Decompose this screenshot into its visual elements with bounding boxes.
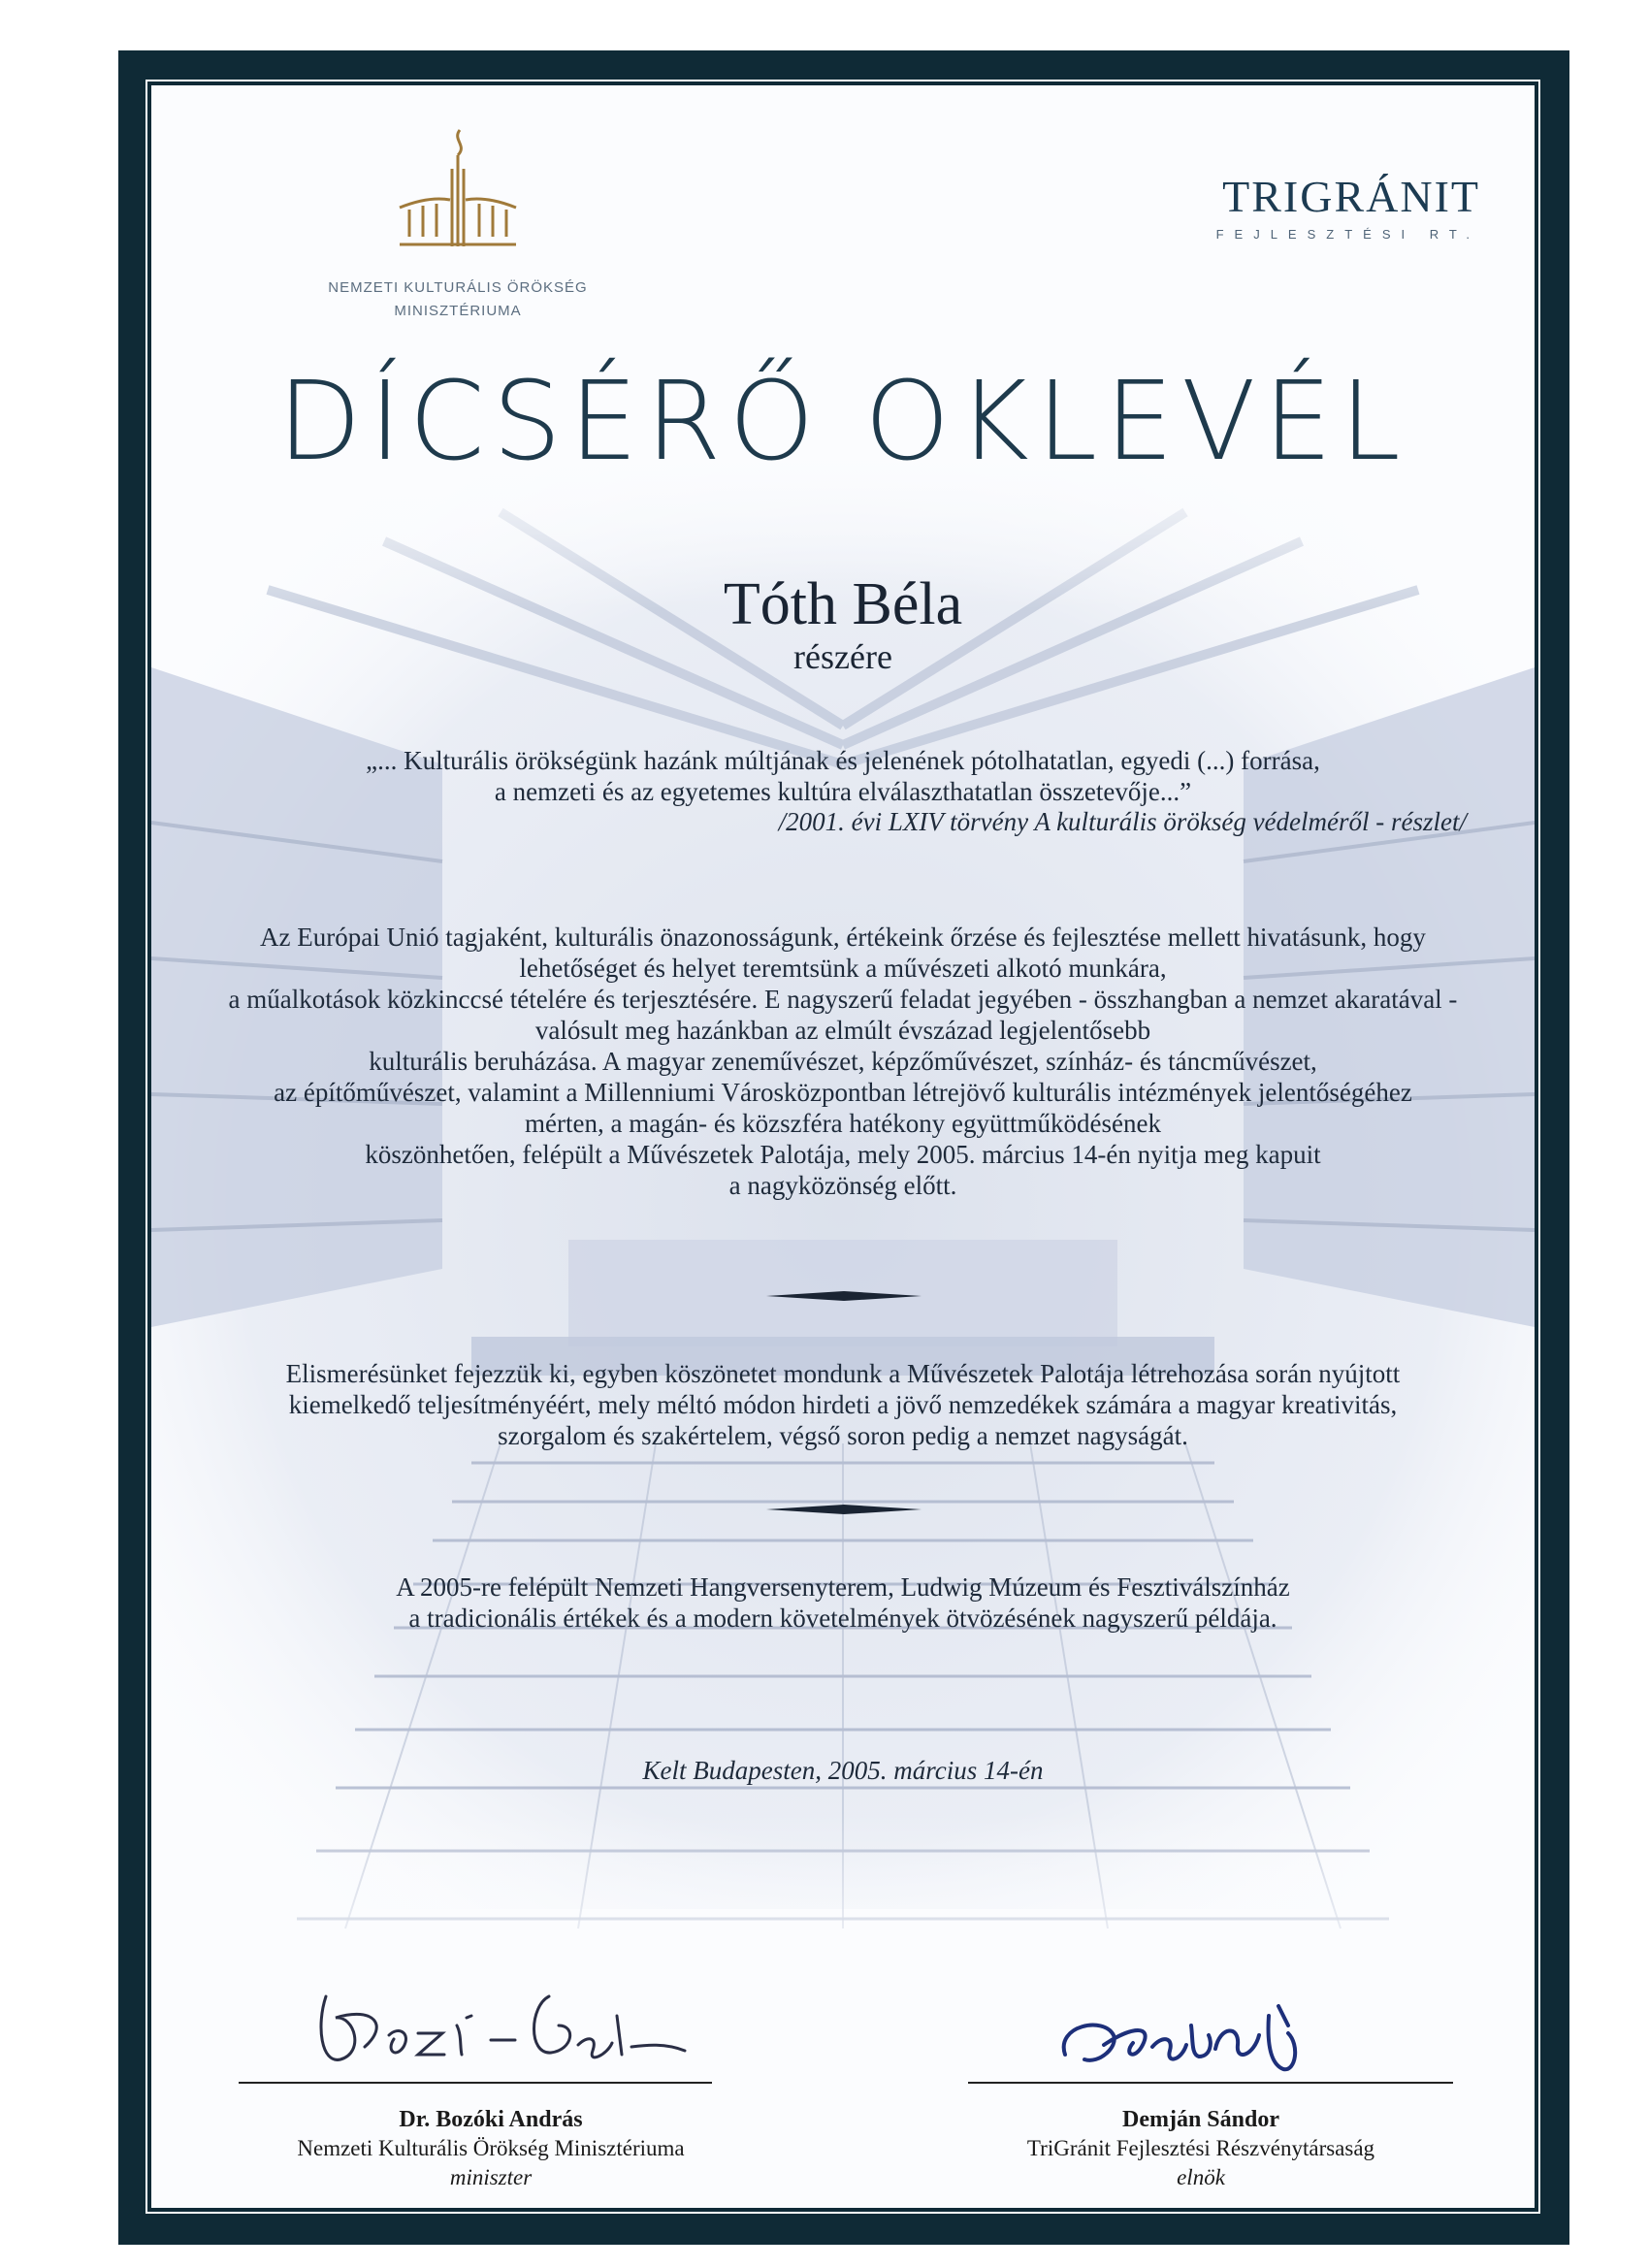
handwritten-signature-right — [1046, 1987, 1356, 2093]
signatory-organization: TriGránit Fejlesztési Részvénytársaság — [1026, 2136, 1375, 2160]
signature-line — [239, 2082, 712, 2084]
ministry-name-line-2: MINISZTÉRIUMA — [394, 303, 522, 319]
ministry-name-line-1: NEMZETI KULTURÁLIS ÖRÖKSÉG — [328, 279, 588, 296]
paragraph-line: a nagyközönség előtt. — [728, 1171, 957, 1200]
paragraph-line: A 2005-re felépült Nemzeti Hangversenyterem, Ludwig Múzeum és Fesztiválszínház — [396, 1572, 1290, 1602]
paragraph-line: lehetőséget és helyet teremtsünk a művészeti alkotó munkára, — [519, 954, 1167, 983]
certificate-paper — [151, 85, 1535, 2208]
law-quote — [151, 745, 1535, 807]
signatory-organization: Nemzeti Kulturális Örökség Minisztériuma — [297, 2136, 685, 2160]
paragraph-line: kulturális beruházása. A magyar zeneművészet, képzőművészet, színház- és táncművészet, — [369, 1047, 1317, 1076]
paragraph-line: szorgalom és szakértelem, végső soron pedig a nemzet nagyságát. — [498, 1421, 1188, 1450]
paragraph-line: a műalkotások közkinccsé tételére és terjesztésére. E nagyszerű feladat jegyében - összhangban a nemzet akaratával - — [228, 985, 1458, 1014]
body-paragraph-3 — [151, 1571, 1535, 1634]
trigranit-logo — [1215, 171, 1480, 248]
signatory-name: Demján Sándor — [1121, 2107, 1279, 2132]
paragraph-line: kiemelkedő teljesítményéért, mely méltó módon hirdeti a jövő nemzedékek számára a magyar kreativitás, — [288, 1390, 1398, 1419]
quote-line: „... Kulturális örökségünk hazánk múltjának és jelenének pótolhatatlan, egyedi (...) forrása, — [366, 746, 1320, 775]
date-line: Kelt Budapesten, 2005. március 14-én — [642, 1756, 1044, 1785]
paragraph-line: valósult meg hazánkban az elmúlt évszázad legjelentősebb — [534, 1016, 1151, 1045]
ornamental-divider — [766, 1288, 922, 1304]
paragraph-line: Elismerésünket fejezzük ki, egyben köszönetet mondunk a Művészetek Palotája létrehozása során nyújtott — [285, 1359, 1401, 1388]
ministry-logo — [274, 120, 642, 343]
trigranit-name: TRIGRÁNIT — [1222, 172, 1480, 221]
signatory-role: elnök — [1177, 2165, 1225, 2189]
signatory-name: Dr. Bozóki András — [399, 2107, 583, 2132]
recipient-suffix: részére — [793, 637, 892, 676]
body-paragraph-1 — [151, 922, 1535, 1201]
paragraph-line: az építőművészet, valamint a Millenniumi Városközpontban létrejövő kulturális intézmények jelentőségéhez — [274, 1078, 1412, 1107]
body-paragraph-2 — [151, 1358, 1535, 1451]
paragraph-line: mérten, a magán- és közszféra hatékony együttműködésének — [525, 1109, 1161, 1138]
certificate-title: DÍCSÉRŐ OKLEVÉL — [277, 359, 1408, 485]
quote-line: a nemzeti és az egyetemes kultúra elválaszthatatlan összetevője...” — [494, 777, 1192, 806]
ministry-emblem-icon — [390, 120, 526, 266]
paragraph-line: köszönhetően, felépült a Művészetek Palotája, mely 2005. március 14-én nyitja meg kapuit — [365, 1140, 1321, 1169]
quote-citation: /2001. évi LXIV törvény A kulturális örökség védelméről - részlet/ — [778, 807, 1467, 836]
signature-line — [968, 2082, 1453, 2084]
paragraph-line: a tradicionális értékek és a modern követelmények ötvözésének nagyszerű példája. — [408, 1604, 1277, 1633]
recipient-name: Tóth Béla — [723, 571, 963, 637]
paragraph-line: Az Európai Unió tagjaként, kulturális önazonosságunk, értékeink őrzése és fejlesztése mellett hivatásunk, hogy — [260, 923, 1426, 952]
trigranit-subtitle: FEJLESZTÉSI RT. — [1215, 227, 1480, 242]
ornamental-divider — [766, 1502, 922, 1517]
handwritten-signature-left — [297, 1958, 704, 2084]
signatory-role: miniszter — [449, 2165, 533, 2189]
